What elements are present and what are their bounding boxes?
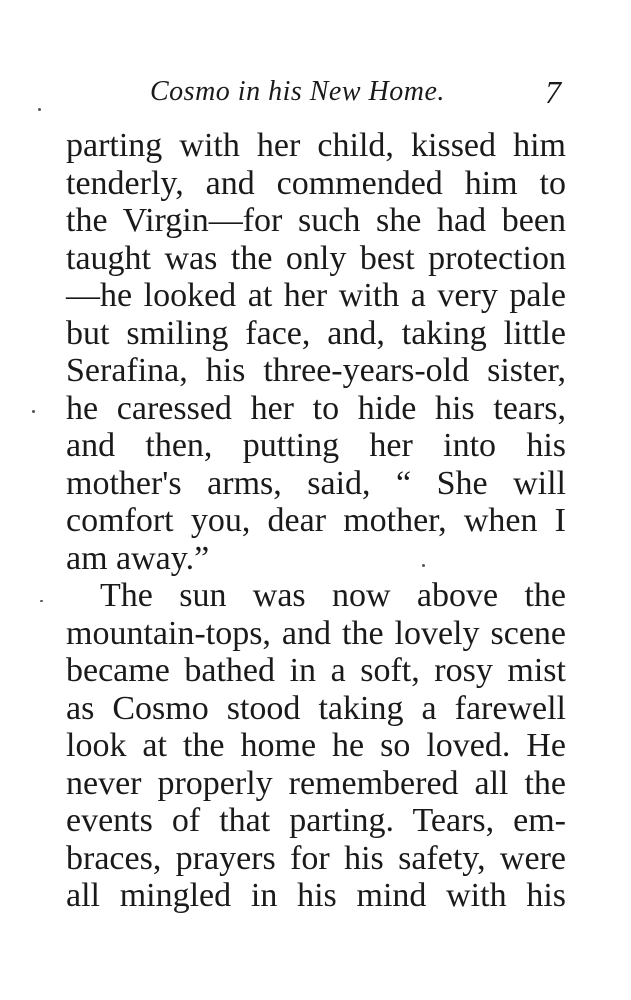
text-line: events of that parting. Tears, em-: [66, 802, 566, 839]
paper-speck: [40, 600, 43, 602]
text-line: never properly remembered all the: [66, 764, 566, 802]
text-line: but smiling face, and, taking little: [66, 314, 566, 352]
text-line: look at the home he so loved. He: [66, 727, 566, 764]
paper-speck: [422, 564, 425, 567]
paper-speck: [38, 108, 41, 111]
text-line: braces, prayers for his safety, were: [66, 839, 566, 877]
text-line: taught was the only best protection: [66, 239, 566, 277]
text-line: as Cosmo stood taking a farewell: [66, 689, 566, 727]
text-line: mother's arms, said, “ She will: [66, 464, 566, 502]
running-head: [0, 72, 631, 116]
text-line: —he looked at her with a very pale: [66, 277, 566, 314]
text-line: parting with her child, kissed him: [66, 127, 566, 164]
body-text: [66, 127, 566, 915]
running-title: Cosmo in his New Home.: [150, 76, 445, 107]
text-line: and then, putting her into his: [66, 427, 566, 464]
text-line: The sun was now above the: [100, 577, 566, 614]
text-line: all mingled in his mind with his: [66, 877, 566, 914]
text-line: tenderly, and commended him to: [66, 164, 566, 202]
text-line: he caressed her to hide his tears,: [66, 389, 566, 427]
text-line: mountain-tops, and the lovely scene: [66, 614, 566, 652]
text-line: comfort you, dear mother, when I: [66, 502, 566, 539]
text-line: the Virgin—for such she had been: [66, 202, 566, 239]
text-line: became bathed in a soft, rosy mist: [66, 652, 566, 689]
text-line: am away.”: [66, 539, 210, 577]
page-number: 7: [545, 74, 561, 110]
paper-speck: [32, 410, 35, 413]
text-line: Serafina, his three-years-old sister,: [66, 352, 566, 389]
